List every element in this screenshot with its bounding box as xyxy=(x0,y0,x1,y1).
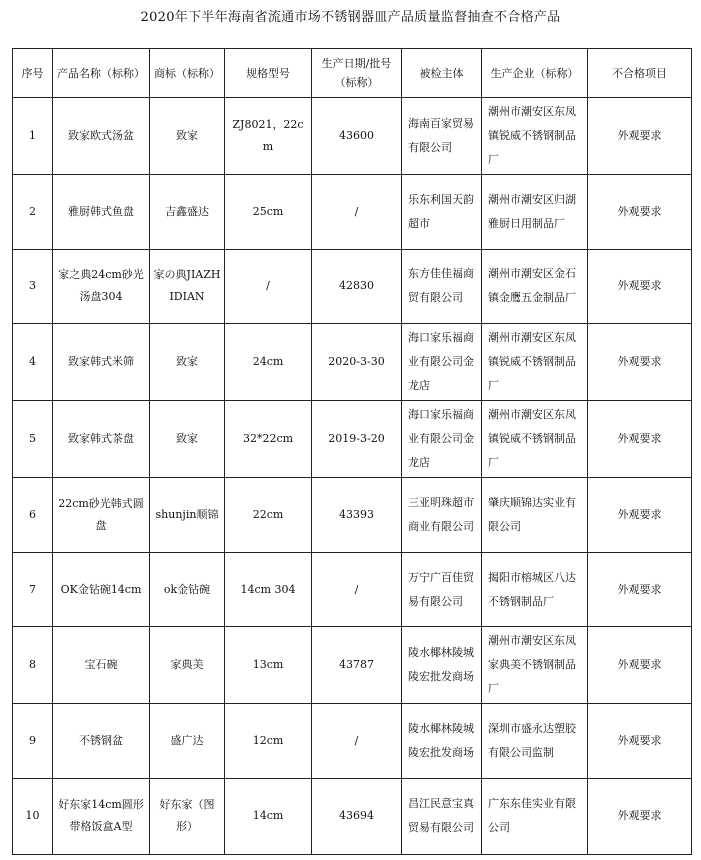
cell-inspected-entity: 乐东利国天韵超市 xyxy=(402,175,482,250)
cell-product-name: 致家欧式汤盆 xyxy=(53,98,150,175)
cell-failed-item: 外观要求 xyxy=(588,98,692,175)
cell-manufacturer: 肇庆顺锦达实业有限公司 xyxy=(482,478,588,553)
cell-failed-item: 外观要求 xyxy=(588,249,692,324)
cell-failed-item: 外观要求 xyxy=(588,552,692,627)
cell-spec: 25cm xyxy=(225,175,312,250)
table-row xyxy=(13,324,692,401)
cell-brand: 致家 xyxy=(150,401,225,478)
cell-product-name: 致家韩式茶盘 xyxy=(53,401,150,478)
cell-date: 43694 xyxy=(312,778,402,854)
cell-product-name: 好东家14cm圆形带格饭盒A型 xyxy=(53,778,150,854)
cell-spec: / xyxy=(225,249,312,324)
cell-inspected-entity: 海口家乐福商业有限公司金龙店 xyxy=(402,324,482,401)
table-row xyxy=(13,175,692,250)
defective-products-table xyxy=(12,48,692,855)
table-row xyxy=(13,552,692,627)
header-no: 序号 xyxy=(13,49,53,98)
table-row xyxy=(13,249,692,324)
cell-brand: 好东家（图形） xyxy=(150,778,225,854)
cell-date: / xyxy=(312,704,402,779)
cell-brand: 吉鑫盛达 xyxy=(150,175,225,250)
header-failed-item: 不合格项目 xyxy=(588,49,692,98)
cell-failed-item: 外观要求 xyxy=(588,627,692,704)
cell-date: / xyxy=(312,552,402,627)
cell-no: 5 xyxy=(13,401,53,478)
cell-product-name: 雅厨韩式鱼盘 xyxy=(53,175,150,250)
cell-failed-item: 外观要求 xyxy=(588,401,692,478)
cell-product-name: 不锈钢盆 xyxy=(53,704,150,779)
cell-brand: 致家 xyxy=(150,324,225,401)
header-spec: 规格型号 xyxy=(225,49,312,98)
cell-spec: 32*22cm xyxy=(225,401,312,478)
header-inspected-entity: 被检主体 xyxy=(402,49,482,98)
cell-no: 9 xyxy=(13,704,53,779)
cell-failed-item: 外观要求 xyxy=(588,175,692,250)
cell-product-name: 家之典24cm砂光汤盘304 xyxy=(53,249,150,324)
cell-no: 1 xyxy=(13,98,53,175)
cell-product-name: 致家韩式米筛 xyxy=(53,324,150,401)
cell-spec: ZJ8021，22cm xyxy=(225,98,312,175)
cell-inspected-entity: 昌江民意宝真贸易有限公司 xyxy=(402,778,482,854)
table-row xyxy=(13,478,692,553)
cell-no: 6 xyxy=(13,478,53,553)
cell-spec: 14cm 304 xyxy=(225,552,312,627)
cell-failed-item: 外观要求 xyxy=(588,324,692,401)
cell-spec: 13cm xyxy=(225,627,312,704)
cell-date: 42830 xyxy=(312,249,402,324)
cell-date: 43600 xyxy=(312,98,402,175)
cell-inspected-entity: 三亚明珠超市商业有限公司 xyxy=(402,478,482,553)
cell-inspected-entity: 陵水椰林陵城陵宏批发商场 xyxy=(402,627,482,704)
cell-manufacturer: 潮州市潮安区金石镇金鹰五金制品厂 xyxy=(482,249,588,324)
cell-failed-item: 外观要求 xyxy=(588,778,692,854)
cell-no: 10 xyxy=(13,778,53,854)
cell-date: / xyxy=(312,175,402,250)
cell-inspected-entity: 海南百家贸易有限公司 xyxy=(402,98,482,175)
cell-brand: 家の典JIAZHIDIAN xyxy=(150,249,225,324)
header-manufacturer: 生产企业（标称） xyxy=(482,49,588,98)
document-title: 2020年下半年海南省流通市场不锈钢器皿产品质量监督抽查不合格产品 xyxy=(140,10,561,25)
cell-spec: 24cm xyxy=(225,324,312,401)
table-row xyxy=(13,778,692,854)
header-product-name: 产品名称（标称） xyxy=(53,49,150,98)
cell-inspected-entity: 东方佳佳福商贸有限公司 xyxy=(402,249,482,324)
cell-manufacturer: 揭阳市榕城区八达不锈钢制品厂 xyxy=(482,552,588,627)
cell-failed-item: 外观要求 xyxy=(588,704,692,779)
cell-manufacturer: 潮州市潮安区东凤镇锐威不锈钢制品厂 xyxy=(482,324,588,401)
header-brand: 商标（标称） xyxy=(150,49,225,98)
cell-no: 7 xyxy=(13,552,53,627)
cell-manufacturer: 深圳市盛永达塑胶有限公司监制 xyxy=(482,704,588,779)
cell-brand: 盛广达 xyxy=(150,704,225,779)
cell-brand: ok金钻碗 xyxy=(150,552,225,627)
cell-manufacturer: 潮州市潮安区归湖雅厨日用制品厂 xyxy=(482,175,588,250)
cell-no: 4 xyxy=(13,324,53,401)
cell-inspected-entity: 陵水椰林陵城陵宏批发商场 xyxy=(402,704,482,779)
cell-brand: shunjin顺锦 xyxy=(150,478,225,553)
header-date: 生产日期/批号（标称） xyxy=(312,49,402,98)
cell-manufacturer: 潮州市潮安区东凤镇锐威不锈钢制品厂 xyxy=(482,401,588,478)
cell-product-name: OK金钻碗14cm xyxy=(53,552,150,627)
table-row xyxy=(13,98,692,175)
cell-spec: 22cm xyxy=(225,478,312,553)
cell-no: 2 xyxy=(13,175,53,250)
cell-spec: 14cm xyxy=(225,778,312,854)
table-row xyxy=(13,704,692,779)
table-row xyxy=(13,627,692,704)
table-header-row xyxy=(13,49,692,98)
cell-failed-item: 外观要求 xyxy=(588,478,692,553)
cell-date: 2019-3-20 xyxy=(312,401,402,478)
cell-product-name: 22cm砂光韩式圆盘 xyxy=(53,478,150,553)
cell-inspected-entity: 海口家乐福商业有限公司金龙店 xyxy=(402,401,482,478)
cell-no: 3 xyxy=(13,249,53,324)
table-row xyxy=(13,401,692,478)
cell-date: 43787 xyxy=(312,627,402,704)
cell-spec: 12cm xyxy=(225,704,312,779)
cell-manufacturer: 潮州市潮安区东凤家典美不锈钢制品厂 xyxy=(482,627,588,704)
cell-inspected-entity: 万宁广百佳贸易有限公司 xyxy=(402,552,482,627)
cell-date: 43393 xyxy=(312,478,402,553)
cell-product-name: 宝石碗 xyxy=(53,627,150,704)
cell-manufacturer: 潮州市潮安区东凤镇锐威不锈钢制品厂 xyxy=(482,98,588,175)
cell-brand: 家典美 xyxy=(150,627,225,704)
cell-manufacturer: 广东东佳实业有限公司 xyxy=(482,778,588,854)
cell-brand: 致家 xyxy=(150,98,225,175)
cell-date: 2020-3-30 xyxy=(312,324,402,401)
cell-no: 8 xyxy=(13,627,53,704)
